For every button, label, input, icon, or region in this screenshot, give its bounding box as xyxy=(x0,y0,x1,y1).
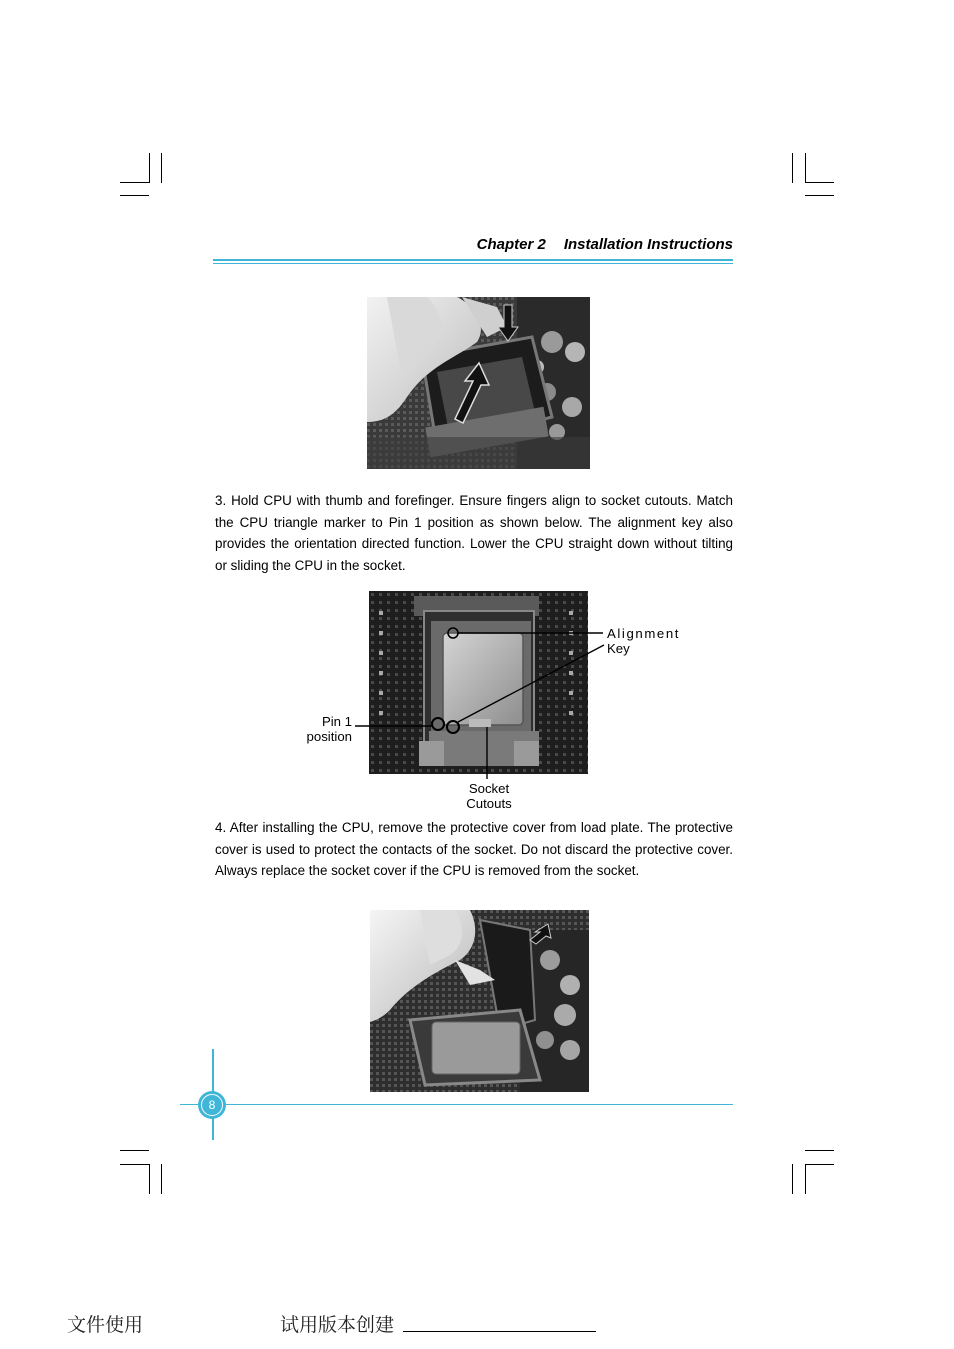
photo-remove-cover-art xyxy=(370,910,589,1092)
alignment-key-line1: Alignment xyxy=(607,626,681,641)
footer-rule xyxy=(180,1104,733,1105)
footer-underline xyxy=(403,1331,596,1332)
chapter-label: Chapter 2 xyxy=(476,236,546,253)
footer-left-text: 文件使用 xyxy=(67,1314,144,1336)
socket-cutouts-label xyxy=(449,781,529,811)
pin1-line2: position xyxy=(306,729,352,744)
alignment-key-label xyxy=(607,626,680,656)
step-3-text: 3. Hold CPU with thumb and forefinger. Ensure fingers align to socket cutouts. Match the CPU triangle marker to Pin 1 position as shown below. The alignment key also provides the orientation directed function. Lower the CPU straight down without tilting or sliding the CPU in the socket. xyxy=(215,493,733,574)
step-4-text: 4. After installing the CPU, remove the protective cover from load plate. The protective cover is used to protect the contacts of the socket. Do not discard the protective cover. Always replace the socket cover if the CPU is removed from the socket. xyxy=(215,820,733,879)
pin1-line1: Pin 1 xyxy=(321,714,352,729)
section-title: Installation Instructions xyxy=(563,236,733,253)
pin1-position-label xyxy=(290,714,352,744)
photo-remove-cover xyxy=(370,910,589,1092)
cutouts-line2: Cutouts xyxy=(466,796,512,811)
page-number-ring xyxy=(201,1094,223,1116)
cutouts-line1: Socket xyxy=(468,781,510,796)
page-number: 8 xyxy=(208,1098,216,1112)
alignment-key-line2: Key xyxy=(607,641,630,656)
footer-right-text: 试用版本创建 xyxy=(280,1314,395,1336)
